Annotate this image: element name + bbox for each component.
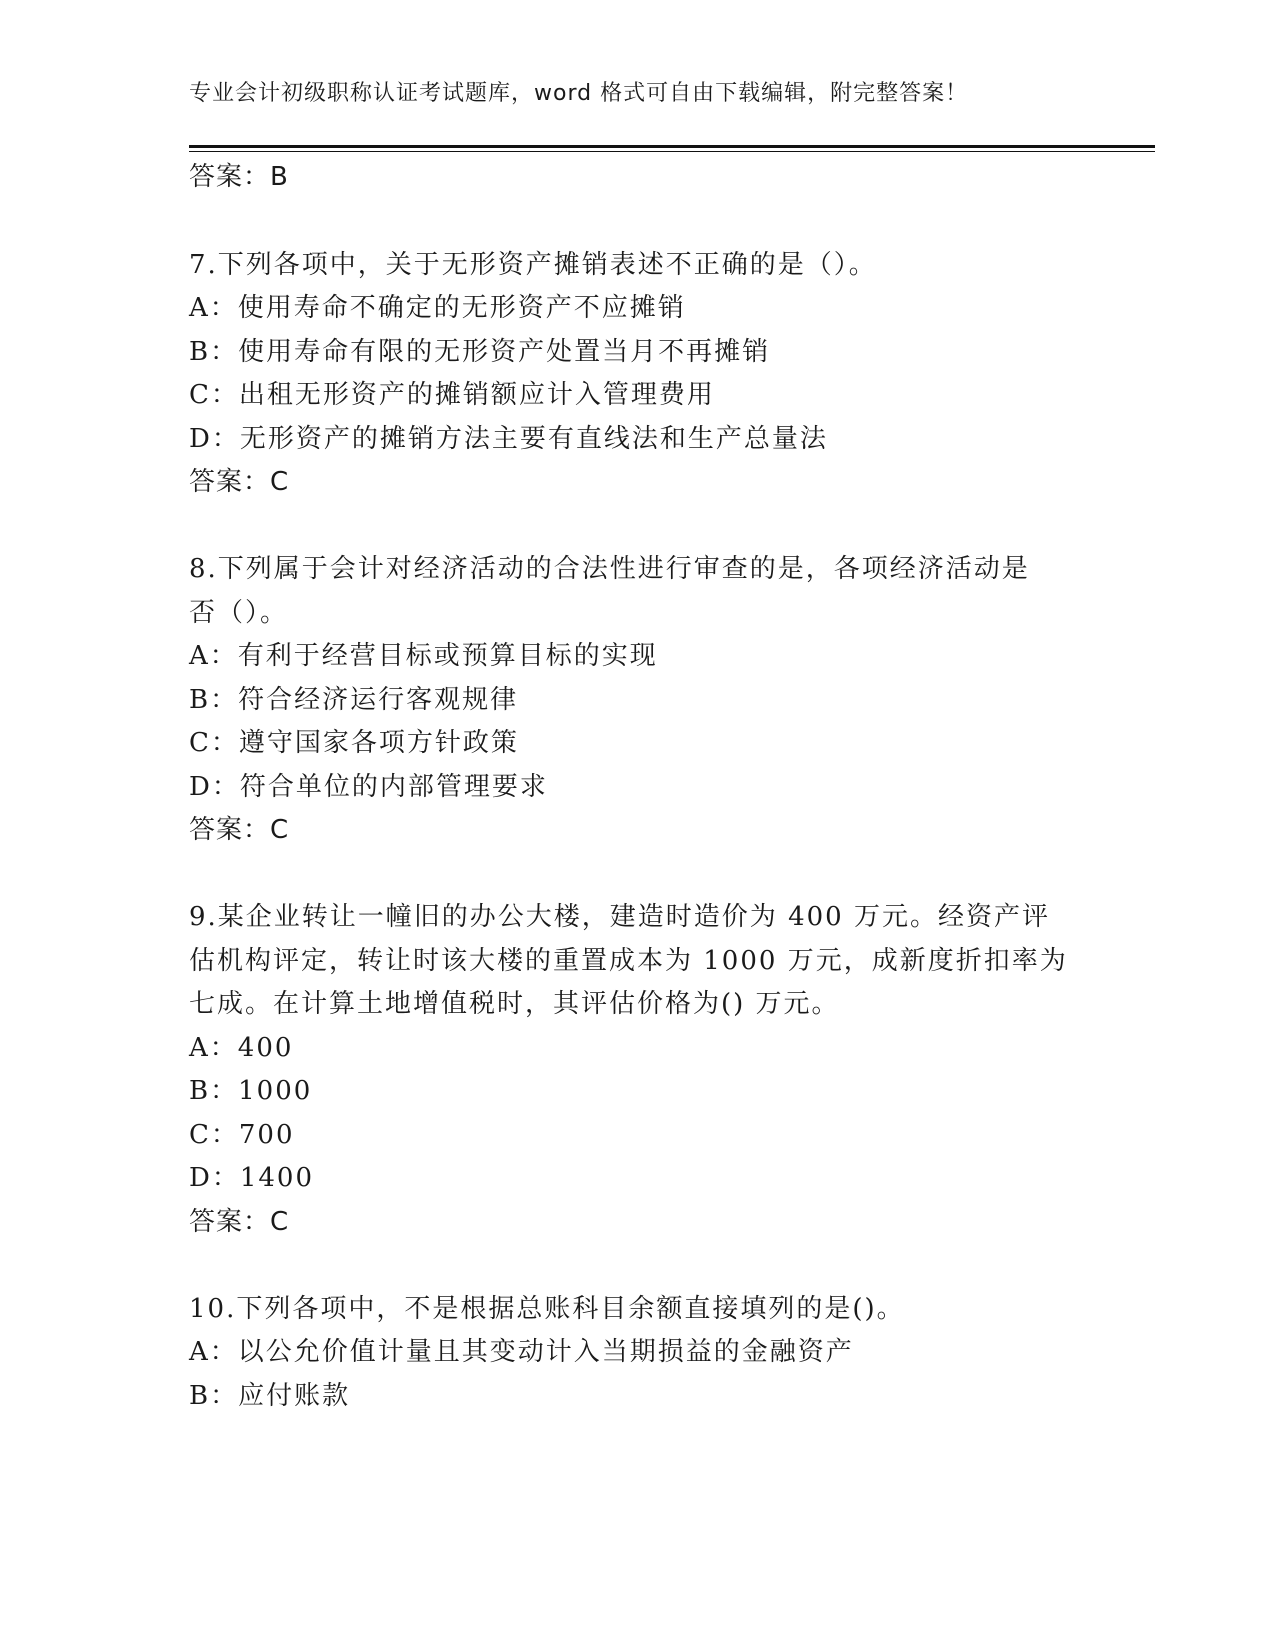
question-7-option-d: D：无形资产的摊销方法主要有直线法和生产总量法 [189, 424, 828, 454]
question-10-option-b: B：应付账款 [189, 1381, 351, 1411]
question-8-option-d: D：符合单位的内部管理要求 [189, 772, 548, 802]
question-7-stem: 7.下列各项中，关于无形资产摊销表述不正确的是（）。 [189, 250, 877, 280]
question-10-option-a: A：以公允价值计量且其变动计入当期损益的金融资产 [189, 1337, 854, 1367]
page-header: 专业会计初级职称认证考试题库，word 格式可自由下载编辑，附完整答案！ [189, 81, 969, 106]
question-7-answer: 答案：C [189, 467, 290, 497]
question-8-answer: 答案：C [189, 815, 290, 845]
question-8-option-a: A：有利于经营目标或预算目标的实现 [189, 641, 658, 671]
question-8-stem-line-2: 否（）。 [189, 598, 289, 628]
previous-answer: 答案：B [189, 162, 289, 192]
question-9-answer: 答案：C [189, 1207, 290, 1237]
question-8-option-c: C：遵守国家各项方针政策 [189, 728, 519, 758]
question-8-stem-line-1: 8.下列属于会计对经济活动的合法性进行审查的是，各项经济活动是 [189, 554, 1030, 584]
question-9-option-b: B：1000 [189, 1076, 313, 1106]
question-9-stem-line-2: 估机构评定，转让时该大楼的重置成本为 1000 万元，成新度折扣率为 [189, 946, 1068, 976]
header-rule-thin [189, 151, 1155, 152]
question-9-option-c: C：700 [189, 1120, 295, 1150]
question-7-option-c: C：出租无形资产的摊销额应计入管理费用 [189, 380, 715, 410]
question-10-stem: 10.下列各项中，不是根据总账科目余额直接填列的是()。 [189, 1294, 905, 1324]
question-9-stem-line-1: 9.某企业转让一幢旧的办公大楼，建造时造价为 400 万元。经资产评 [189, 902, 1050, 932]
question-7-option-a: A：使用寿命不确定的无形资产不应摊销 [189, 293, 686, 323]
question-7-option-b: B：使用寿命有限的无形资产处置当月不再摊销 [189, 337, 771, 367]
header-rule-thick [189, 145, 1155, 148]
question-8-option-b: B：符合经济运行客观规律 [189, 685, 519, 715]
question-9-stem-line-3: 七成。在计算土地增值税时，其评估价格为() 万元。 [189, 989, 840, 1019]
question-9-option-d: D：1400 [189, 1163, 315, 1193]
question-9-option-a: A：400 [189, 1033, 294, 1063]
